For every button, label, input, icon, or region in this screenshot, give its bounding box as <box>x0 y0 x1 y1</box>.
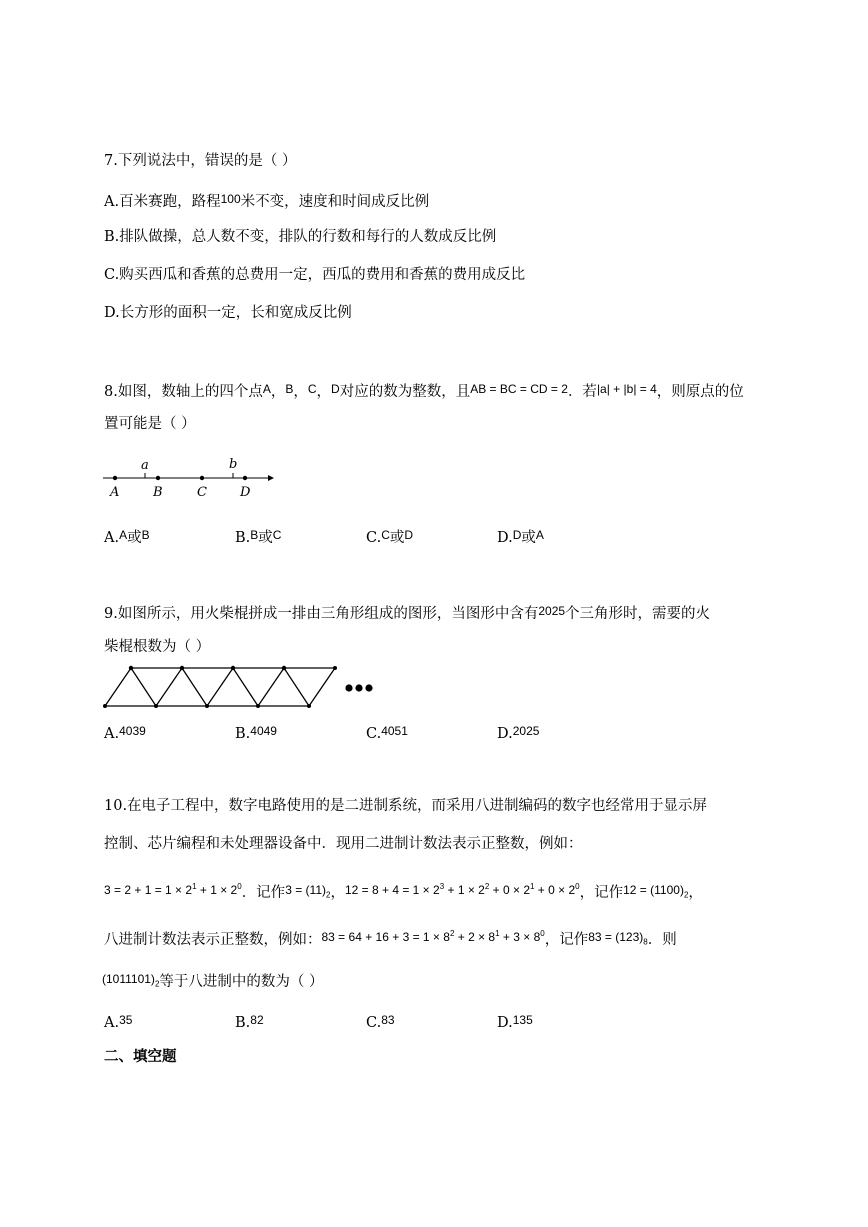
number-line-figure <box>98 452 278 502</box>
section-heading-fill-in-blank: 二、填空题 <box>104 1049 177 1065</box>
q10-line1: 10.在电子工程中，数字电路使用的是二进制系统，而采用八进制编码的数字也经常用于显示屏 <box>104 798 708 814</box>
q8-stem-line2: 置可能是（ ） <box>104 416 196 432</box>
q7-option-c: C.购买西瓜和香蕉的总费用一定，西瓜的费用和香蕉的费用成反比 <box>104 267 526 283</box>
point-b-dot <box>156 476 160 480</box>
q8-option-c: C.$^C$或$^D$ <box>366 528 414 546</box>
q7-option-b: B.排队做操，总人数不变，排队的行数和每行的人数成反比例 <box>104 229 497 245</box>
q9-stem-line2: 柴棍根数为（ ） <box>104 639 211 655</box>
matchstick-triangles-figure <box>98 660 378 712</box>
q10-option-d: D.$^{135}$ <box>497 1013 533 1031</box>
label-D: D <box>240 485 251 500</box>
q10-line4: 八进制计数法表示正整数，例如：$^{83 = 64 + 16 + 3 = 1 \times 8^2 + 2 \times 8^1 + 3 \times 8^0}$，记作$^{83 = (123)_8}$．则 <box>104 929 677 948</box>
q9-option-c: C.$^{4051}$ <box>366 724 408 742</box>
q10-line2: 控制、芯片编程和未处理器设备中．现用二进制计数法表示正整数，例如： <box>104 836 583 852</box>
q9-option-a: A.$^{4039}$ <box>104 724 146 742</box>
q9-stem-line1: 9.如图所示，用火柴棍拼成一排由三角形组成的图形，当图形中含有$^{2025}$个三角形时，需要的火 <box>104 604 711 622</box>
arrow-head-icon <box>268 475 274 481</box>
label-A: A <box>110 485 120 500</box>
q8-stem-line1: 8.如图，数轴上的四个点$^A$，$^B$，$^C$，$^D$对应的数为整数，且$^{AB = BC = CD = 2}$．若$^{|a| + |b| = 4}$，则原点的位 <box>104 382 744 400</box>
q8-option-d: D.$^D$或$^A$ <box>497 528 544 546</box>
q10-option-a: A.$^{35}$ <box>104 1013 133 1031</box>
label-B: B <box>153 485 163 500</box>
q7-option-a: A.百米赛跑，路程$^{100}$米不变，速度和时间成反比例 <box>104 192 430 210</box>
q10-line5: $^{(1011101)_2}$等于八进制中的数为（ ） <box>102 972 324 990</box>
q9-option-b: B.$^{4049}$ <box>235 724 277 742</box>
point-c-dot <box>200 476 204 480</box>
q8-option-b: B.$^B$或$^C$ <box>235 528 282 546</box>
ellipsis-dots-icon <box>345 684 372 691</box>
q7-option-d: D.长方形的面积一定，长和宽成反比例 <box>104 305 352 321</box>
point-a-dot <box>113 476 117 480</box>
label-b: b <box>229 457 238 472</box>
point-d-dot <box>243 476 247 480</box>
q10-line3: $^{3 = 2 + 1 = 1 \times 2^1 + 1 \times 2^0}$．记作$^{3 = (11)_2}$，$^{12 = 8 + 4 = 1 \times 2^3 + 1 \times 2^2 + 0 \times 2^1 + 0 \times 2^0}$，记作$^{12 = (1100)_2}$， <box>104 882 703 901</box>
q7-stem: 7.下列说法中，错误的是（ ） <box>104 153 297 169</box>
q8-option-a: A.$^A$或$^B$ <box>104 528 150 546</box>
label-C: C <box>197 485 207 500</box>
q10-option-b: B.$^{82}$ <box>235 1013 264 1031</box>
label-a: a <box>141 458 149 473</box>
q9-option-d: D.$^{2025}$ <box>497 724 540 742</box>
q10-option-c: C.$^{83}$ <box>366 1013 395 1031</box>
